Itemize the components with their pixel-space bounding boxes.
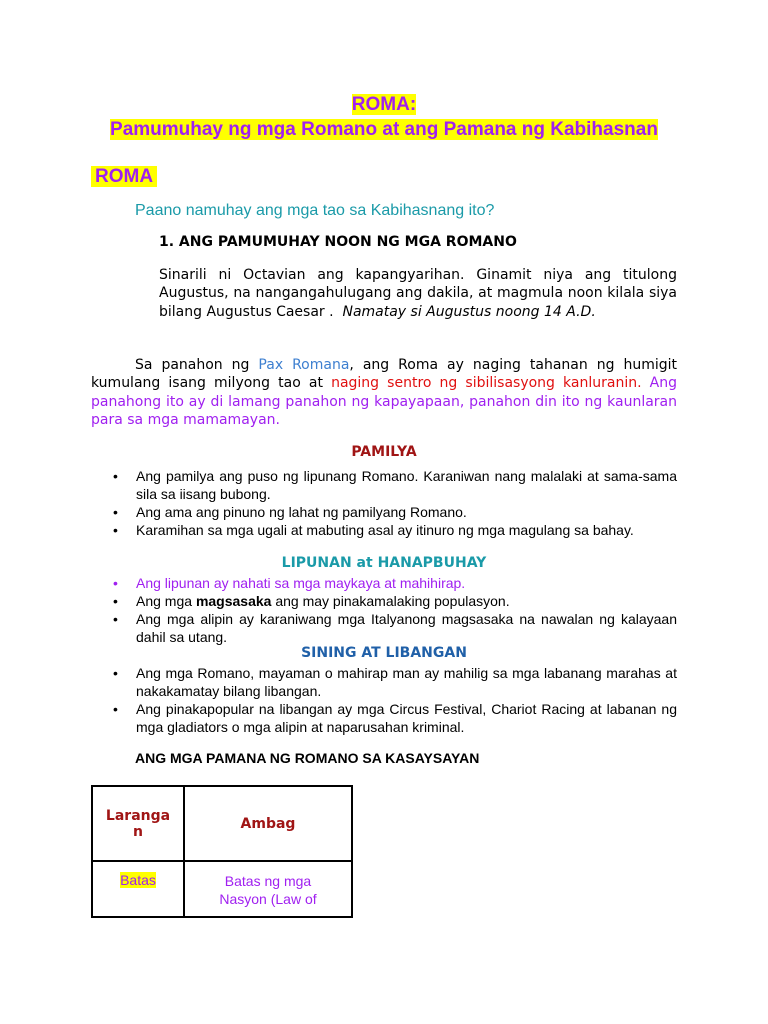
sining-list [113, 664, 677, 736]
list-item: • Ang mga Romano, mayaman o mahirap man ay mahilig sa mga labanang marahas at nakakamatay bilang libangan. [113, 664, 677, 700]
pamana-table [91, 785, 353, 918]
paragraph-pax-romana [91, 356, 677, 429]
list-item: • Ang mga magsasaka ang may pinakamalaking populasyon. [113, 592, 677, 610]
pamana-heading: ANG MGA PAMANA NG ROMANO SA KASAYSAYAN [135, 750, 480, 766]
lipunan-heading: LIPUNAN at HANAPBUHAY [281, 555, 487, 571]
list-item: • Ang lipunan ay nahati sa mga maykaya at mahihirap. [113, 574, 677, 592]
magsasaka-bold: magsasaka [195, 593, 272, 609]
para2-red-text: naging sentro ng sibilisasyong kanluranin. [331, 375, 642, 392]
para1-italic: Namatay si Augustus noong 14 A.D. [342, 303, 596, 320]
title-line-2: Pamumuhay ng mga Romano at ang Pamana ng Kabihasnan [110, 119, 658, 140]
section-1-heading: 1. ANG PAMUMUHAY NOON NG MGA ROMANO [159, 234, 517, 250]
document-title [0, 92, 768, 142]
pax-romana-term: Pax Romana [258, 357, 350, 373]
para2-text-a: Sa panahon ng [135, 357, 259, 373]
pamilya-list [113, 467, 677, 539]
section-heading-roma: ROMA [91, 164, 157, 190]
paragraph-augustus [159, 266, 677, 321]
pamilya-heading: PAMILYA [351, 444, 417, 460]
lipunan-list [113, 574, 677, 646]
para1-text: Sinarili ni Octavian ang kapangyarihan. Ginamit niya ang titulong Augustus, na nangangahulugang ang dakila, at magmula noon kilala siya bilang Augustus Caesar . [159, 267, 677, 320]
list-item: • Ang pinakapopular na libangan ay mga Circus Festival, Chariot Racing at labanan ng mga gladiators o mga alipin at naparusahan kriminal. [113, 700, 677, 736]
guide-question: Paano namuhay ang mga tao sa Kabihasnang ito? [135, 202, 495, 219]
list-item: • Ang mga alipin ay karaniwang mga Italyanong magsasaka na nawalan ng kalayaan dahil sa utang. [113, 610, 677, 646]
sining-heading: SINING AT LIBANGAN [301, 645, 467, 661]
table-header-larangan: Laranga n [92, 786, 184, 861]
list-item: • Ang pamilya ang puso ng lipunang Romano. Karaniwan nang malalaki at sama-sama sila sa iisang bubong. [113, 467, 677, 503]
list-item: • Karamihan sa mga ugali at mabuting asal ay itinuro ng mga magulang sa bahay. [113, 521, 677, 539]
table-cell-batas: Batas [92, 861, 184, 917]
para2-text-b: , ang Roma ay naging tahanan ng humigit kumulang isang milyong tao at [91, 357, 677, 392]
title-line-1: ROMA: [351, 94, 417, 115]
para2-violet-text: Ang panahong ito ay di lamang panahon ng kapayapaan, panahon din ito ng kaunlaran para sa mga mamamayan. [91, 375, 677, 428]
table-cell-ambag: Batas ng mga Nasyon (Law of [184, 861, 352, 917]
table-header-ambag: Ambag [184, 786, 352, 861]
list-item: • Ang ama ang pinuno ng lahat ng pamilyang Romano. [113, 503, 677, 521]
